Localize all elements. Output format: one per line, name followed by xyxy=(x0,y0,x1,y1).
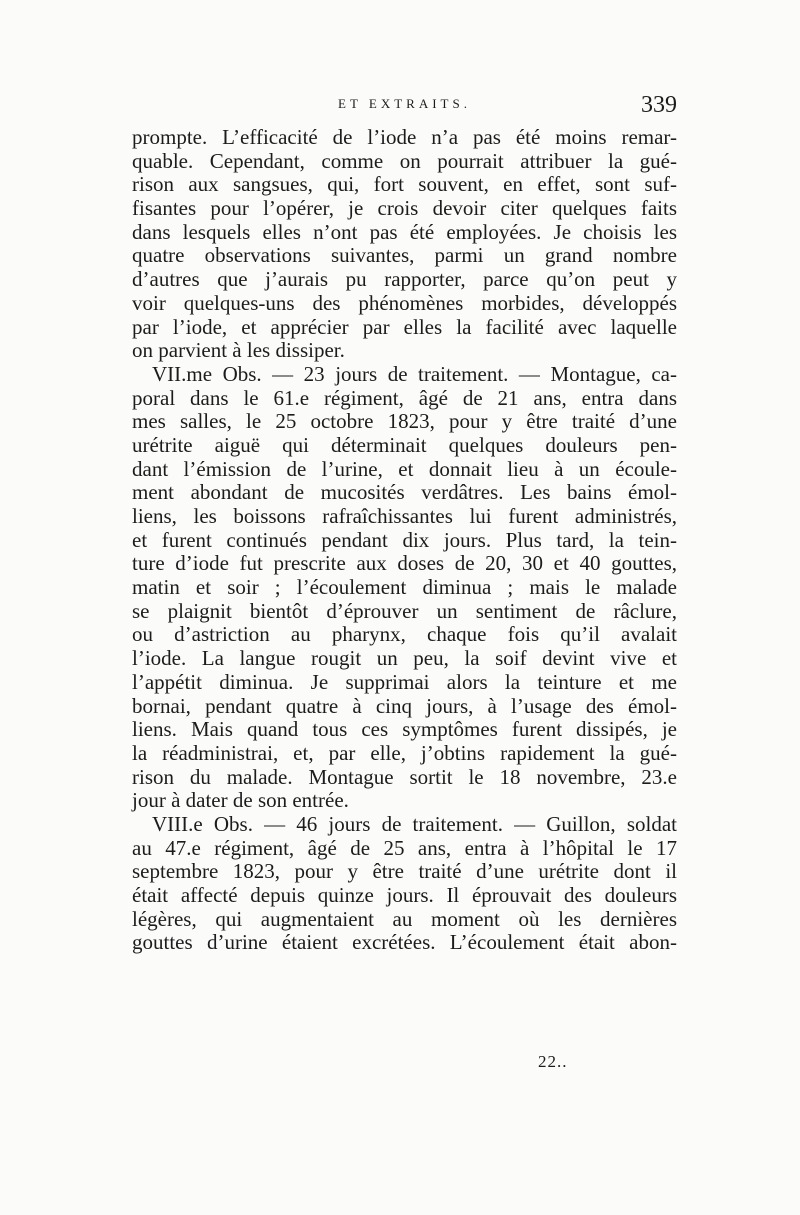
text-line: rison du malade. Montague sortit le 18 novembre, 23.e xyxy=(132,764,677,789)
page-header xyxy=(132,92,677,122)
text-line: légères, qui augmentaient au moment où les dernières xyxy=(132,906,677,931)
text-line: ment abondant de mucosités verdâtres. Les bains émol- xyxy=(132,480,677,505)
running-head: ET EXTRAITS. xyxy=(338,96,471,111)
text-line: et furent continués pendant dix jours. Plus tard, la tein- xyxy=(132,527,677,552)
text-line: rison aux sangsues, qui, fort souvent, en effet, sont suf- xyxy=(132,172,677,197)
text-line: fisantes pour l’opérer, je crois devoir citer quelques faits xyxy=(132,196,677,221)
text-line: quatre observations suivantes, parmi un grand nombre xyxy=(132,243,677,268)
text-line: par l’iode, et apprécier par elles la facilité avec laquelle xyxy=(132,314,677,339)
text-line: septembre 1823, pour y être traité d’une urétrite dont il xyxy=(132,859,677,884)
text-line: dant l’émission de l’urine, et donnait lieu à un écoule- xyxy=(132,456,677,481)
signature-mark: 22.. xyxy=(538,1052,568,1071)
page-footer xyxy=(132,1052,677,1078)
page-number: 339 xyxy=(641,92,677,118)
text-line: urétrite aiguë qui déterminait quelques douleurs pen- xyxy=(132,432,677,457)
body-text xyxy=(132,126,677,955)
text-line: ou d’astriction au pharynx, chaque fois qu’il avalait xyxy=(132,622,677,647)
text-line: voir quelques-uns des phénomènes morbides, développés xyxy=(132,290,677,315)
text-line: liens, les boissons rafraîchissantes lui furent administrés, xyxy=(132,504,677,528)
observation-heading-line: VII.me Obs. — 23 jours de traitement. — Montague, ca- xyxy=(152,361,677,386)
text-line: au 47.e régiment, âgé de 25 ans, entra à l’hôpital le 17 xyxy=(132,835,677,860)
text-line: on parvient à les dissiper. xyxy=(132,338,345,363)
text-line: l’iode. La langue rougit un peu, la soif devint vive et xyxy=(132,646,677,671)
text-line: d’autres que j’aurais pu rapporter, parce qu’on peut y xyxy=(132,267,677,292)
text-line: gouttes d’urine étaient excrétées. L’écoulement était abon- xyxy=(132,930,677,955)
text-line: dans lesquels elles n’ont pas été employées. Je choisis les xyxy=(132,219,677,244)
text-line: jour à dater de son entrée. xyxy=(132,788,349,813)
text-line: quable. Cependant, comme on pourrait attribuer la gué- xyxy=(132,148,677,173)
text-line: l’appétit diminua. Je supprimai alors la teinture et me xyxy=(132,669,677,694)
text-line: poral dans le 61.e régiment, âgé de 21 ans, entra dans xyxy=(132,385,677,410)
text-line: prompte. L’efficacité de l’iode n’a pas été moins remar- xyxy=(132,125,677,149)
text-line: était affecté depuis quinze jours. Il éprouvait des douleurs xyxy=(132,883,677,907)
text-line: bornai, pendant quatre à cinq jours, à l’usage des émol- xyxy=(132,693,677,718)
text-line: ture d’iode fut prescrite aux doses de 20, 30 et 40 gouttes, xyxy=(132,551,677,576)
text-line: matin et soir ; l’écoulement diminua ; mais le malade xyxy=(132,575,677,600)
text-line: la réadministrai, et, par elle, j’obtins rapidement la gué- xyxy=(132,740,677,765)
observation-heading-line: VIII.e Obs. — 46 jours de traitement. — Guillon, soldat xyxy=(152,811,677,836)
text-line: mes salles, le 25 octobre 1823, pour y être traité d’une xyxy=(132,409,677,434)
text-line: se plaignit bientôt d’éprouver un sentiment de râclure, xyxy=(132,598,677,623)
text-line: liens. Mais quand tous ces symptômes furent dissipés, je xyxy=(132,717,677,742)
